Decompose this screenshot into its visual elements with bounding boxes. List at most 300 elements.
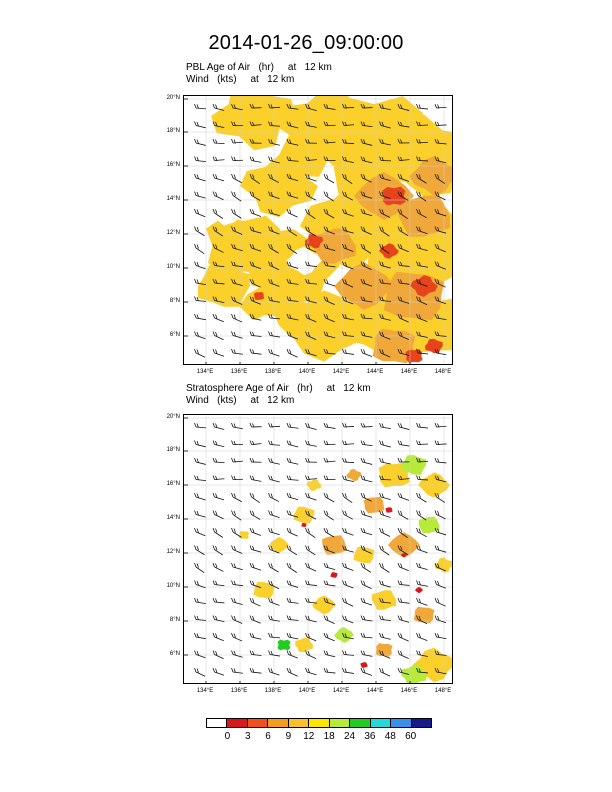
wind-barb xyxy=(398,598,409,603)
wind-barb-flag xyxy=(361,528,363,532)
wind-barb-flag xyxy=(417,423,419,427)
wind-barb xyxy=(195,563,205,573)
wind-barb-staff xyxy=(289,353,298,357)
wind-barb-staff xyxy=(233,461,243,462)
wind-barb-flag xyxy=(213,458,215,462)
wind-barb xyxy=(361,616,372,621)
wind-barb-staff xyxy=(418,427,428,428)
wind-barb xyxy=(213,458,224,463)
wind-barb xyxy=(398,441,409,447)
wind-barb-flag xyxy=(232,633,234,637)
wind-barb xyxy=(361,598,372,605)
wind-barb xyxy=(287,546,297,555)
colorbar xyxy=(206,718,432,728)
strat-age-high-region xyxy=(386,507,393,513)
wind-barb-flag xyxy=(253,616,255,620)
wind-barb-flag xyxy=(213,423,215,427)
wind-barb-flag xyxy=(401,424,403,428)
wind-barb-flag xyxy=(232,511,234,515)
wind-barb-flag xyxy=(213,668,215,672)
wind-barb-staff xyxy=(270,532,280,535)
wind-barb-staff xyxy=(400,602,410,603)
wind-barb xyxy=(435,546,446,553)
wind-barb-flag xyxy=(269,668,271,672)
wind-barb-flag xyxy=(417,104,419,108)
wind-barb xyxy=(435,633,446,639)
colorbar-label: 9 xyxy=(285,731,292,742)
wind-barb-flag xyxy=(327,280,329,284)
lon-tick-label: 144°E xyxy=(366,369,384,375)
wind-barb xyxy=(361,563,371,572)
wind-barb xyxy=(417,563,428,570)
wind-barb-flag xyxy=(213,528,215,532)
wind-barb xyxy=(195,423,206,428)
wind-barb-flag xyxy=(269,476,271,480)
wind-barb-flag xyxy=(327,564,329,568)
wind-barb-flag xyxy=(401,616,403,620)
wind-barb-staff xyxy=(215,445,225,447)
wind-barb-flag xyxy=(380,528,382,532)
wind-barb xyxy=(213,441,224,447)
strat-age-high-region xyxy=(331,572,338,578)
wind-barb xyxy=(343,511,353,520)
wind-barb-flag xyxy=(287,441,289,445)
wind-barb-staff xyxy=(252,550,262,553)
wind-barb-staff xyxy=(326,515,334,521)
wind-barb-flag xyxy=(324,423,326,427)
wind-barb-flag xyxy=(195,581,197,585)
wind-barb-flag xyxy=(216,546,218,550)
wind-barb-flag xyxy=(271,599,273,603)
wind-barb-flag xyxy=(380,423,382,427)
colorbar-label: 48 xyxy=(384,731,396,742)
wind-barb-flag xyxy=(195,493,197,497)
wind-barb-flag xyxy=(232,458,234,462)
wind-barb-staff xyxy=(233,620,242,624)
wind-barb-flag xyxy=(213,349,215,353)
wind-barb-staff xyxy=(307,567,316,571)
wind-barb xyxy=(195,493,206,500)
wind-barb-flag xyxy=(324,476,326,480)
wind-barb-flag xyxy=(398,528,400,532)
wind-barb-staff xyxy=(196,567,204,573)
wind-barb xyxy=(250,633,261,639)
strat-age-region xyxy=(334,627,354,643)
wind-barb xyxy=(343,528,354,535)
wind-barb-staff xyxy=(381,497,391,500)
wind-barb xyxy=(361,668,372,675)
wind-barb-flag xyxy=(382,529,384,533)
wind-barb-staff xyxy=(252,480,262,482)
wind-barb-staff xyxy=(196,532,205,536)
wind-barb-flag xyxy=(438,599,440,603)
wind-barb-staff xyxy=(363,585,372,589)
wind-barb-flag xyxy=(361,441,363,445)
wind-barb-staff xyxy=(307,550,315,555)
lat-tick-label: 16°N xyxy=(166,162,180,168)
wind-barb xyxy=(380,563,390,572)
wind-barb xyxy=(398,493,409,500)
wind-barb-staff xyxy=(270,480,280,482)
wind-barb-staff xyxy=(270,462,280,464)
wind-barb-staff xyxy=(344,672,354,673)
wind-barb-flag xyxy=(232,546,234,550)
wind-barb-staff xyxy=(437,125,447,126)
wind-barb xyxy=(324,633,335,641)
wind-barb-flag xyxy=(232,668,234,672)
wind-barb-flag xyxy=(398,633,400,637)
wind-barb xyxy=(287,563,297,573)
lon-tick-label: 148°E xyxy=(434,369,452,375)
wind-barb-flag xyxy=(195,297,197,301)
wind-barb xyxy=(324,279,335,286)
wind-barb-flag xyxy=(271,157,273,161)
wind-barb-flag xyxy=(287,528,289,532)
wind-barb-flag xyxy=(435,581,437,585)
wind-barb-flag xyxy=(195,441,197,445)
wind-barb-flag xyxy=(324,651,326,655)
lon-tick-label: 146°E xyxy=(400,369,418,375)
lat-tick-label: 8°N xyxy=(169,298,180,304)
wind-barb-flag xyxy=(195,122,197,126)
wind-barb-staff xyxy=(381,427,391,429)
colorbar-label: 36 xyxy=(364,731,376,742)
wind-barb-flag xyxy=(197,651,199,655)
wind-barb-flag xyxy=(197,175,199,179)
strat-age-region xyxy=(277,640,290,651)
wind-barb xyxy=(269,563,279,572)
wind-barb-staff xyxy=(418,567,428,570)
wind-barb xyxy=(398,651,409,659)
wind-barb xyxy=(213,651,224,659)
wind-barb-flag xyxy=(269,157,271,161)
wind-barb-flag xyxy=(250,668,252,672)
wind-barb-flag xyxy=(345,616,347,620)
wind-barb-staff xyxy=(233,567,243,570)
wind-barb-staff xyxy=(400,567,409,571)
wind-barb-flag xyxy=(216,651,218,655)
wind-barb-flag xyxy=(287,476,289,480)
wind-barb xyxy=(250,668,261,673)
wind-barb xyxy=(324,493,334,502)
wind-barb-staff xyxy=(344,426,354,427)
wind-barb-flag xyxy=(364,511,366,515)
wind-barb-flag xyxy=(269,511,271,515)
wind-barb-flag xyxy=(327,616,329,620)
wind-barb-staff xyxy=(233,585,243,586)
wind-barb-staff xyxy=(344,655,354,656)
wind-barb-flag xyxy=(213,511,215,515)
wind-barb-flag xyxy=(361,476,363,480)
wind-barb xyxy=(343,458,354,463)
wind-barb-staff xyxy=(270,637,280,638)
wind-barb-flag xyxy=(380,581,382,585)
wind-barb-flag xyxy=(234,315,236,319)
wind-barb-staff xyxy=(215,479,225,480)
wind-barb-staff xyxy=(289,602,299,603)
wind-barb xyxy=(306,546,316,555)
wind-barb-flag xyxy=(287,349,289,353)
wind-barb-flag xyxy=(419,564,421,568)
wind-barb-flag xyxy=(417,511,419,515)
wind-barb-flag xyxy=(380,441,382,445)
wind-barb-staff xyxy=(252,655,262,656)
wind-barb-flag xyxy=(398,563,400,567)
wind-barb xyxy=(195,174,206,181)
wind-barb-flag xyxy=(269,528,271,532)
wind-barb-flag xyxy=(232,651,234,655)
wind-barb-staff xyxy=(196,550,205,555)
wind-barb-flag xyxy=(324,668,326,672)
wind-barb xyxy=(213,423,224,430)
wind-barb-staff xyxy=(270,497,279,502)
lat-tick-label: 6°N xyxy=(169,332,180,338)
wind-barb-staff xyxy=(344,567,353,571)
strat-age-region xyxy=(376,643,393,657)
wind-barb-staff xyxy=(233,178,242,183)
wind-barb-staff xyxy=(381,567,389,572)
wind-barb-flag xyxy=(324,192,326,196)
wind-barb-flag xyxy=(232,174,234,178)
wind-barb xyxy=(250,563,261,570)
colorbar-swatch xyxy=(330,719,350,727)
wind-barb-flag xyxy=(327,494,329,498)
wind-barb xyxy=(361,349,372,356)
wind-barb xyxy=(398,423,409,430)
wind-barb-flag xyxy=(361,668,363,672)
wind-barb-flag xyxy=(287,563,289,567)
pbl-age-high-region xyxy=(382,187,406,206)
lon-tick-label: 134°E xyxy=(196,369,214,375)
wind-barb-staff xyxy=(252,213,261,216)
wind-barb-staff xyxy=(289,672,298,676)
wind-barb-flag xyxy=(398,651,400,655)
wind-barb-staff xyxy=(437,353,447,355)
wind-barb-staff xyxy=(344,107,354,108)
wind-barb-staff xyxy=(437,497,445,503)
wind-barb-flag xyxy=(343,458,345,462)
wind-barb-flag xyxy=(361,493,363,497)
wind-barb-staff xyxy=(344,353,354,354)
wind-barb-flag xyxy=(306,616,308,620)
strat-age-region xyxy=(239,531,249,539)
wind-barb xyxy=(195,616,206,621)
wind-barb xyxy=(435,616,446,623)
wind-barb xyxy=(343,441,354,446)
wind-barb-flag xyxy=(382,669,384,673)
wind-barb-flag xyxy=(361,598,363,602)
wind-barb-flag xyxy=(306,209,308,213)
wind-barb-staff xyxy=(233,637,242,641)
main-title: 2014-01-26_09:00:00 xyxy=(208,32,404,54)
wind-barb-flag xyxy=(380,633,382,637)
wind-barb-flag xyxy=(343,668,345,672)
colorbar-label: 0 xyxy=(224,731,231,742)
wind-barb-flag xyxy=(287,616,289,620)
wind-barb-staff xyxy=(270,353,279,356)
wind-barb-flag xyxy=(435,458,437,462)
wind-barb-staff xyxy=(363,602,373,605)
wind-barb-staff xyxy=(252,672,262,673)
wind-barb-staff xyxy=(252,353,262,354)
wind-barb-flag xyxy=(306,581,308,585)
wind-barb-flag xyxy=(382,441,384,445)
lon-tick-label: 138°E xyxy=(264,688,282,694)
wind-barb-staff xyxy=(344,532,353,535)
wind-barb-flag xyxy=(195,546,197,550)
wind-barb-flag xyxy=(195,563,197,567)
wind-barb xyxy=(250,349,261,354)
wind-barb-flag xyxy=(234,634,236,638)
wind-barb-flag xyxy=(343,581,345,585)
wind-barb-staff xyxy=(344,444,354,445)
wind-barb-staff xyxy=(215,672,224,675)
lat-tick-label: 12°N xyxy=(166,549,180,555)
wind-barb-flag xyxy=(271,476,273,480)
wind-barb-flag xyxy=(398,616,400,620)
wind-barb xyxy=(232,314,243,322)
colorbar-swatch xyxy=(227,719,247,727)
wind-barb-staff xyxy=(307,672,317,675)
wind-barb-flag xyxy=(269,546,271,550)
wind-barb xyxy=(361,528,372,535)
wind-barb-staff xyxy=(344,585,353,588)
wind-barb-staff xyxy=(252,567,261,570)
wind-barb-staff xyxy=(307,585,317,586)
wind-barb-staff xyxy=(215,497,225,500)
wind-barb-staff xyxy=(381,550,389,556)
wind-barb-flag xyxy=(195,244,197,248)
wind-barb-staff xyxy=(215,318,224,322)
wind-barb-flag xyxy=(234,494,236,498)
wind-barb-flag xyxy=(345,599,347,603)
lat-tick-label: 18°N xyxy=(166,128,180,134)
wind-barb-staff xyxy=(233,672,243,673)
wind-barb-staff xyxy=(381,462,391,464)
wind-barb-flag xyxy=(398,441,400,445)
wind-barb-flag xyxy=(232,476,234,480)
wind-barb-staff xyxy=(344,462,354,463)
wind-barb-staff xyxy=(344,497,352,503)
wind-barb-staff xyxy=(270,602,279,605)
lat-tick-label: 14°N xyxy=(166,515,180,521)
wind-barb-flag xyxy=(271,511,273,515)
wind-barb-flag xyxy=(324,493,326,497)
wind-barb-flag xyxy=(306,423,308,427)
lat-tick-label: 8°N xyxy=(169,617,180,623)
panel2-title: Stratosphere Age of Air (hr) at 12 km xyxy=(186,383,371,394)
wind-barb-flag xyxy=(213,314,215,318)
wind-barb-flag xyxy=(380,546,382,550)
wind-barb xyxy=(269,493,279,502)
wind-barb-flag xyxy=(419,599,421,603)
wind-barb xyxy=(250,511,260,520)
wind-barb-staff xyxy=(270,567,279,572)
colorbar-label: 18 xyxy=(323,731,335,742)
wind-barb xyxy=(195,349,206,357)
wind-barb-flag xyxy=(269,423,271,427)
wind-barb-flag xyxy=(253,564,255,568)
wind-barb-staff xyxy=(270,426,280,427)
wind-barb-flag xyxy=(197,192,199,196)
wind-barb xyxy=(195,598,206,604)
wind-barb xyxy=(287,598,298,603)
wind-barb-staff xyxy=(196,126,206,128)
wind-barb xyxy=(306,493,317,500)
wind-barb-flag xyxy=(417,581,419,585)
wind-barb-flag xyxy=(213,546,215,550)
wind-barb-flag xyxy=(361,349,363,353)
wind-barb xyxy=(232,423,243,429)
wind-barb-staff xyxy=(196,672,205,676)
wind-barb xyxy=(195,668,206,676)
wind-barb xyxy=(195,511,206,518)
wind-barb-flag xyxy=(287,423,289,427)
wind-barb-staff xyxy=(437,444,447,445)
wind-barb-flag xyxy=(290,564,292,568)
wind-barb-staff xyxy=(215,550,223,556)
wind-barb-flag xyxy=(361,423,363,427)
wind-barb-staff xyxy=(270,672,279,675)
wind-barb-flag xyxy=(253,546,255,550)
wind-barb xyxy=(195,122,206,128)
wind-barb xyxy=(324,563,335,570)
wind-barb-staff xyxy=(196,480,206,481)
wind-barb-flag xyxy=(343,563,345,567)
wind-barb-flag xyxy=(195,616,197,620)
wind-barb xyxy=(361,441,372,446)
wind-barb-staff xyxy=(326,497,335,502)
wind-barb-staff xyxy=(437,637,447,639)
wind-barb-flag xyxy=(327,175,329,179)
wind-barb-flag xyxy=(250,157,252,161)
wind-barb xyxy=(213,633,224,641)
wind-barb-staff xyxy=(215,602,225,603)
wind-barb xyxy=(361,423,372,428)
wind-barb-flag xyxy=(216,669,218,673)
wind-barb-staff xyxy=(307,445,317,447)
wind-barb-staff xyxy=(289,445,299,447)
wind-barb-flag xyxy=(290,581,292,585)
wind-barb-staff xyxy=(437,550,447,553)
wind-barb xyxy=(195,244,205,254)
wind-barb-flag xyxy=(197,494,199,498)
wind-barb-flag xyxy=(364,529,366,533)
wind-barb-flag xyxy=(361,581,363,585)
wind-barb xyxy=(287,651,298,659)
wind-barb-flag xyxy=(197,546,199,550)
wind-barb xyxy=(417,493,427,502)
wind-barb-flag xyxy=(306,441,308,445)
wind-barb-staff xyxy=(381,637,391,639)
wind-barb xyxy=(287,209,298,217)
wind-barb-flag xyxy=(213,174,215,178)
wind-barb-flag xyxy=(250,581,252,585)
wind-barb-flag xyxy=(345,581,347,585)
wind-barb-flag xyxy=(195,192,197,196)
wind-barb xyxy=(213,668,224,675)
wind-barb-flag xyxy=(417,598,419,602)
wind-barb xyxy=(287,349,298,357)
wind-barb-staff xyxy=(252,161,262,163)
wind-barb-flag xyxy=(213,651,215,655)
lat-tick-label: 14°N xyxy=(166,196,180,202)
pbl-age-map-panel xyxy=(183,95,453,365)
wind-barb-flag xyxy=(269,493,271,497)
wind-barb xyxy=(232,668,243,673)
wind-barb-staff xyxy=(196,602,206,604)
wind-barb xyxy=(232,332,243,339)
